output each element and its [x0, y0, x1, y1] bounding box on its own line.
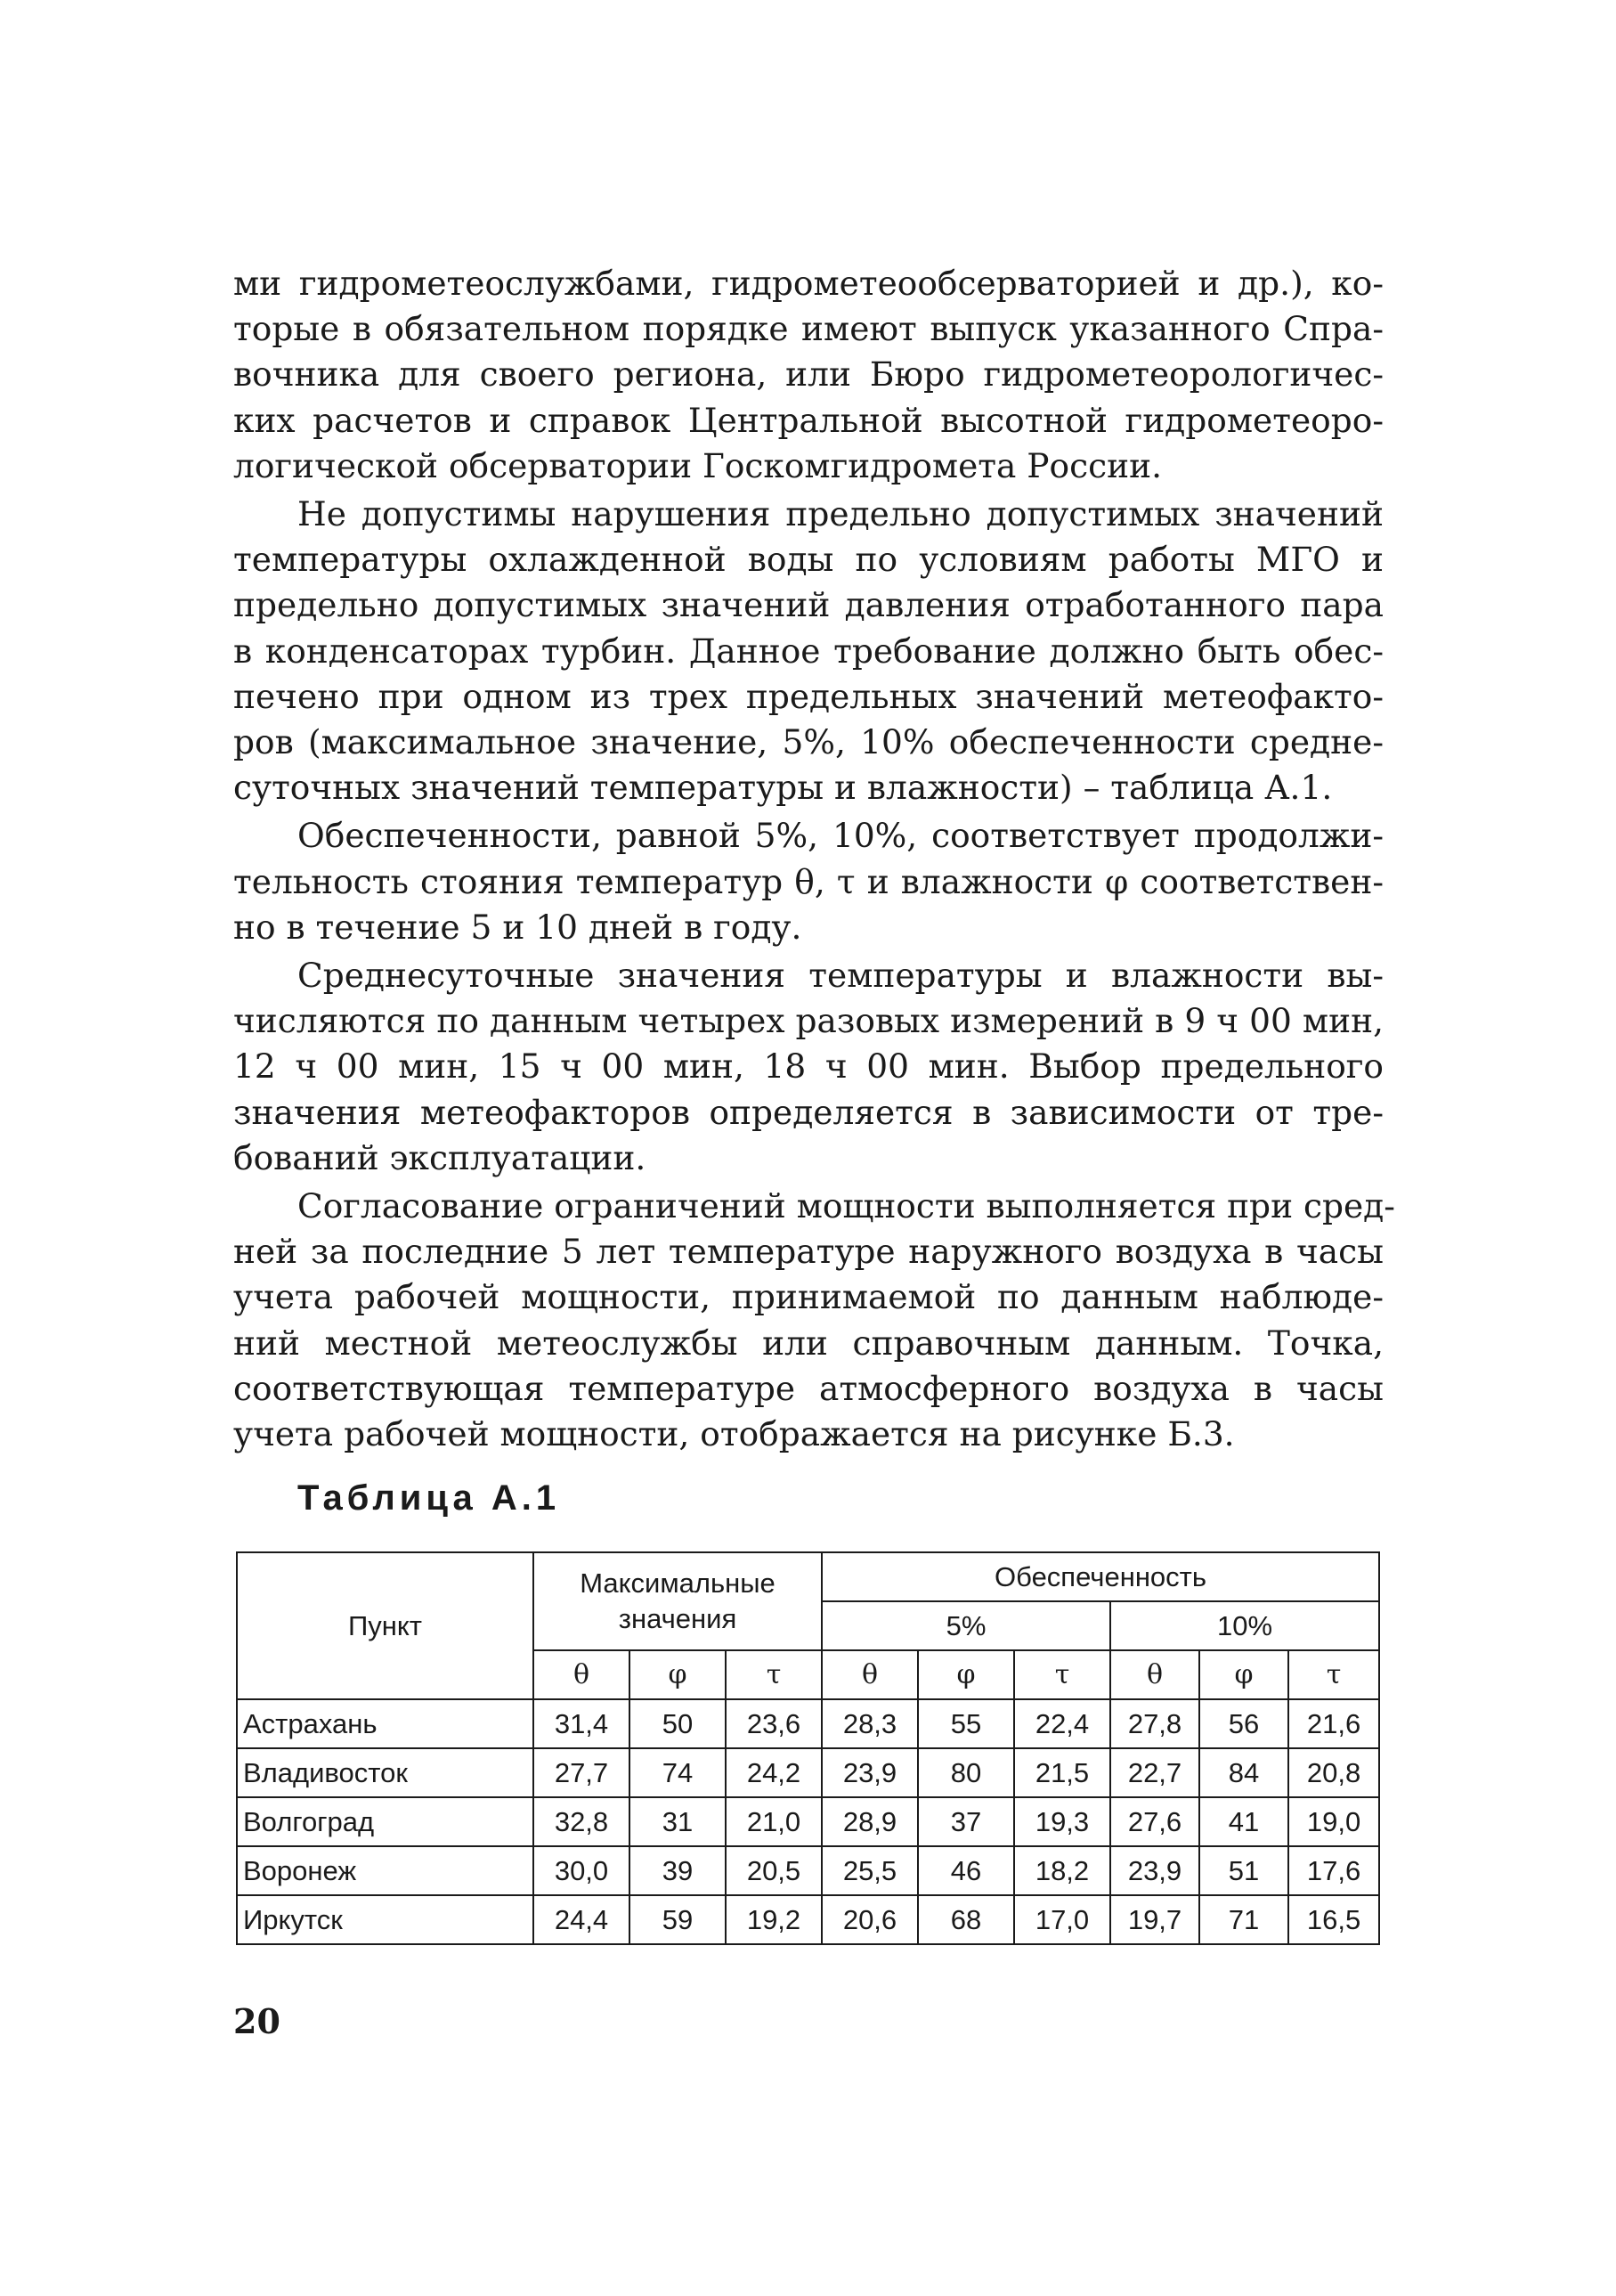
value-cell: 28,9	[822, 1797, 918, 1846]
value-cell: 21,6	[1288, 1699, 1379, 1748]
text-line: ров (максимальное значение, 5%, 10% обеспеченности средне-	[233, 722, 1384, 762]
city-cell: Волгоград	[237, 1797, 533, 1846]
value-cell: 23,9	[822, 1748, 918, 1797]
text-line: учета рабочей мощности, отображается на рисунке Б.3.	[233, 1414, 1235, 1454]
value-cell: 68	[918, 1895, 1014, 1944]
header-max-line1: Максимальные	[580, 1567, 776, 1599]
text-line: Среднесуточные значения температуры и влажности вы-	[297, 956, 1384, 996]
page-number: 20	[233, 2001, 280, 2041]
header-phi: φ	[918, 1650, 1014, 1699]
value-cell: 71	[1199, 1895, 1288, 1944]
text-line: соответствующая температуре атмосферного воздуха в часы	[233, 1368, 1384, 1408]
table-row	[237, 1748, 1379, 1797]
text-line: Обеспеченности, равной 5%, 10%, соответствует продолжи-	[297, 816, 1384, 856]
text-line: ний местной метеослужбы или справочным данным. Точка,	[233, 1323, 1384, 1363]
paragraph-2	[233, 492, 1384, 810]
text-line: но в течение 5 и 10 дней в году.	[233, 907, 802, 947]
text-line: Не допустимы нарушения предельно допустимых значений	[297, 494, 1384, 534]
data-table-container	[236, 1551, 1378, 1945]
value-cell: 22,7	[1110, 1748, 1199, 1797]
value-cell: 80	[918, 1748, 1014, 1797]
value-cell: 23,9	[1110, 1846, 1199, 1895]
text-line: числяются по данным четырех разовых измерений в 9 ч 00 мин,	[233, 1001, 1384, 1041]
header-point: Пункт	[237, 1552, 533, 1699]
text-line: вочника для своего региона, или Бюро гидрометеорологичес-	[233, 354, 1384, 395]
value-cell: 32,8	[533, 1797, 629, 1846]
text-line: торые в обязательном порядке имеют выпуск указанного Спра-	[233, 309, 1384, 349]
text-line: значения метеофакторов определяется в зависимости от тре-	[233, 1092, 1384, 1132]
paragraph-1	[233, 261, 1384, 489]
header-10-percent: 10%	[1110, 1601, 1379, 1650]
header-phi: φ	[629, 1650, 726, 1699]
text-line: суточных значений температуры и влажности) – таблица А.1.	[233, 768, 1333, 808]
value-cell: 39	[629, 1846, 726, 1895]
table-row	[237, 1846, 1379, 1895]
value-cell: 84	[1199, 1748, 1288, 1797]
value-cell: 37	[918, 1797, 1014, 1846]
paragraph-5	[233, 1184, 1395, 1457]
city-cell: Владивосток	[237, 1748, 533, 1797]
header-5-percent: 5%	[822, 1601, 1110, 1650]
value-cell: 19,7	[1110, 1895, 1199, 1944]
header-max-line2: значения	[618, 1603, 737, 1634]
paragraph-3	[233, 813, 1384, 950]
value-cell: 17,0	[1014, 1895, 1110, 1944]
value-cell: 19,0	[1288, 1797, 1379, 1846]
value-cell: 74	[629, 1748, 726, 1797]
table-row	[237, 1797, 1379, 1846]
text-line: ней за последние 5 лет температуре наружного воздуха в часы	[233, 1232, 1384, 1272]
paragraph-4	[233, 953, 1384, 1181]
city-cell: Астрахань	[237, 1699, 533, 1748]
value-cell: 19,2	[726, 1895, 822, 1944]
value-cell: 17,6	[1288, 1846, 1379, 1895]
text-line: 12 ч 00 мин, 15 ч 00 мин, 18 ч 00 мин. Выбор предельного	[233, 1046, 1384, 1087]
text-line: предельно допустимых значений давления отработанного пара	[233, 585, 1384, 625]
value-cell: 23,6	[726, 1699, 822, 1748]
value-cell: 20,6	[822, 1895, 918, 1944]
value-cell: 21,5	[1014, 1748, 1110, 1797]
value-cell: 31,4	[533, 1699, 629, 1748]
header-supply: Обеспеченность	[822, 1552, 1379, 1601]
header-tau: τ	[1288, 1650, 1379, 1699]
table-caption: Таблица А.1	[297, 1478, 561, 1518]
text-line: ми гидрометеослужбами, гидрометеообсерваторией и др.), ко-	[233, 264, 1384, 303]
value-cell: 22,4	[1014, 1699, 1110, 1748]
text-line: тельность стояния температур θ, τ и влажности φ соответствен-	[233, 861, 1384, 901]
value-cell: 18,2	[1014, 1846, 1110, 1895]
value-cell: 20,5	[726, 1846, 822, 1895]
text-line: учета рабочей мощности, принимаемой по данным наблюде-	[233, 1277, 1384, 1317]
value-cell: 31	[629, 1797, 726, 1846]
value-cell: 50	[629, 1699, 726, 1748]
city-cell: Воронеж	[237, 1846, 533, 1895]
value-cell: 27,8	[1110, 1699, 1199, 1748]
value-cell: 41	[1199, 1797, 1288, 1846]
value-cell: 56	[1199, 1699, 1288, 1748]
header-max-values	[533, 1552, 822, 1650]
value-cell: 55	[918, 1699, 1014, 1748]
text-line: ких расчетов и справок Центральной высотной гидрометеоро-	[233, 400, 1384, 440]
table-row	[237, 1699, 1379, 1748]
value-cell: 28,3	[822, 1699, 918, 1748]
header-theta: θ	[822, 1650, 918, 1699]
text-line: печено при одном из трех предельных значений метеофакто-	[233, 676, 1384, 716]
header-tau: τ	[726, 1650, 822, 1699]
value-cell: 21,0	[726, 1797, 822, 1846]
value-cell: 19,3	[1014, 1797, 1110, 1846]
value-cell: 30,0	[533, 1846, 629, 1895]
text-line: в конденсаторах турбин. Данное требование должно быть обес-	[233, 631, 1384, 671]
value-cell: 27,7	[533, 1748, 629, 1797]
data-table	[236, 1551, 1380, 1945]
text-line: температуры охлажденной воды по условиям работы МГО и	[233, 540, 1384, 580]
header-theta: θ	[1110, 1650, 1199, 1699]
header-phi: φ	[1199, 1650, 1288, 1699]
value-cell: 51	[1199, 1846, 1288, 1895]
body-text	[233, 261, 1395, 1457]
value-cell: 59	[629, 1895, 726, 1944]
value-cell: 24,2	[726, 1748, 822, 1797]
text-line: бований эксплуатации.	[233, 1137, 646, 1177]
city-cell: Иркутск	[237, 1895, 533, 1944]
value-cell: 27,6	[1110, 1797, 1199, 1846]
value-cell: 20,8	[1288, 1748, 1379, 1797]
header-theta: θ	[533, 1650, 629, 1699]
value-cell: 16,5	[1288, 1895, 1379, 1944]
text-line: Согласование ограничений мощности выполняется при сред-	[297, 1186, 1395, 1226]
table-row	[237, 1895, 1379, 1944]
value-cell: 24,4	[533, 1895, 629, 1944]
header-tau: τ	[1014, 1650, 1110, 1699]
value-cell: 46	[918, 1846, 1014, 1895]
value-cell: 25,5	[822, 1846, 918, 1895]
text-line: логической обсерватории Госкомгидромета России.	[233, 445, 1163, 485]
